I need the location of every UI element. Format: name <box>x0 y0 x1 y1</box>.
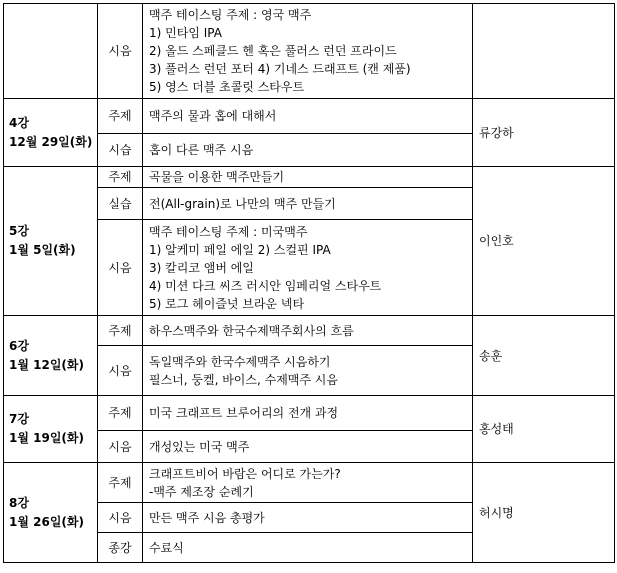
item-content <box>143 188 473 220</box>
content-line: 전(All-grain)로 나만의 맥주 만들기 <box>149 196 336 211</box>
week-label: 8강 <box>9 495 29 510</box>
item-content <box>143 220 473 316</box>
content-line: -맥주 제조장 순례기 <box>149 484 254 499</box>
content-line: 홉이 다른 맥주 시음 <box>149 143 254 157</box>
content-line: 만든 맥주 시음 총평가 <box>149 510 265 525</box>
item-content <box>143 533 473 563</box>
content-line: 맥주 테이스팅 주제 : 미국맥주 <box>149 224 308 239</box>
item-content <box>143 463 473 503</box>
week-label: 4강 <box>9 115 29 130</box>
item-content <box>143 503 473 533</box>
item-type: 시음 <box>98 503 143 533</box>
instructor-cell: 이인호 <box>473 167 615 316</box>
table-row <box>4 316 615 346</box>
instructor-cell: 류강하 <box>473 99 615 167</box>
week-cell <box>4 396 98 463</box>
content-line: 1) 알케미 페일 에일 2) 스컬핀 IPA <box>149 242 331 257</box>
item-type: 시음 <box>98 346 143 396</box>
table-row <box>4 4 615 99</box>
instructor-cell: 허시명 <box>473 463 615 563</box>
content-line: 수료식 <box>149 540 184 555</box>
item-content <box>143 167 473 188</box>
content-line: 하우스맥주와 한국수제맥주회사의 흐름 <box>149 323 354 338</box>
content-line: 5) 영스 더블 초콜릿 스타우트 <box>149 80 305 94</box>
item-content <box>143 396 473 431</box>
content-line: 맥주 테이스팅 주제 : 영국 맥주 <box>149 8 312 22</box>
week-cell <box>4 463 98 563</box>
item-content <box>143 431 473 463</box>
table-row <box>4 167 615 188</box>
week-date: 1월 26일(화) <box>9 514 84 529</box>
item-type: 시습 <box>98 134 143 167</box>
content-line: 맥주의 물과 홉에 대해서 <box>149 109 277 123</box>
instructor-cell: 홍성태 <box>473 396 615 463</box>
week-cell <box>4 4 98 99</box>
content-line: 개성있는 미국 맥주 <box>149 439 250 454</box>
content-line: 미국 크래프트 브루어리의 전개 과정 <box>149 406 339 420</box>
content-line: 2) 올드 스페클드 헨 혹은 풀러스 런던 프라이드 <box>149 44 397 58</box>
content-line: 크래프트비어 바람은 어디로 가는가? <box>149 466 341 481</box>
table-row <box>4 463 615 503</box>
item-type: 주제 <box>98 167 143 188</box>
week-date: 1월 5일(화) <box>9 243 76 257</box>
item-type: 시음 <box>98 431 143 463</box>
week-cell <box>4 167 98 316</box>
week-cell <box>4 99 98 167</box>
content-line: 4) 미션 다크 씨즈 러시안 임페리얼 스타우트 <box>149 278 382 293</box>
item-content <box>143 4 473 99</box>
item-type: 시음 <box>98 220 143 316</box>
instructor-cell: 송훈 <box>473 316 615 396</box>
content-line: 3) 풀러스 런던 포터 4) 기네스 드래프트 (캔 제품) <box>149 62 411 76</box>
week-label: 5강 <box>9 224 29 238</box>
table-row <box>4 396 615 431</box>
item-type: 실습 <box>98 188 143 220</box>
week-date: 1월 19일(화) <box>9 431 84 445</box>
instructor-cell <box>473 4 615 99</box>
item-type: 종강 <box>98 533 143 563</box>
content-line: 3) 칼리코 앰버 에일 <box>149 260 254 275</box>
item-type: 주제 <box>98 396 143 431</box>
week-date: 1월 12일(화) <box>9 357 84 372</box>
week-date: 12월 29일(화) <box>9 134 93 149</box>
content-line: 필스너, 둥켈, 바이스, 수제맥주 시음 <box>149 372 338 387</box>
course-schedule-table <box>3 3 615 563</box>
content-line: 1) 민타임 IPA <box>149 26 222 40</box>
table-row <box>4 99 615 134</box>
item-type: 시음 <box>98 4 143 99</box>
week-label: 6강 <box>9 338 29 353</box>
content-line: 5) 로그 헤이즐넛 브라운 넥타 <box>149 296 305 311</box>
item-type: 주제 <box>98 463 143 503</box>
content-line: 곡물을 이용한 맥주만들기 <box>149 170 285 184</box>
item-content <box>143 99 473 134</box>
item-content <box>143 346 473 396</box>
item-content <box>143 316 473 346</box>
item-type: 주제 <box>98 316 143 346</box>
week-label: 7강 <box>9 412 29 426</box>
week-cell <box>4 316 98 396</box>
content-line: 독일맥주와 한국수제맥주 시음하기 <box>149 354 331 369</box>
item-type: 주제 <box>98 99 143 134</box>
item-content <box>143 134 473 167</box>
